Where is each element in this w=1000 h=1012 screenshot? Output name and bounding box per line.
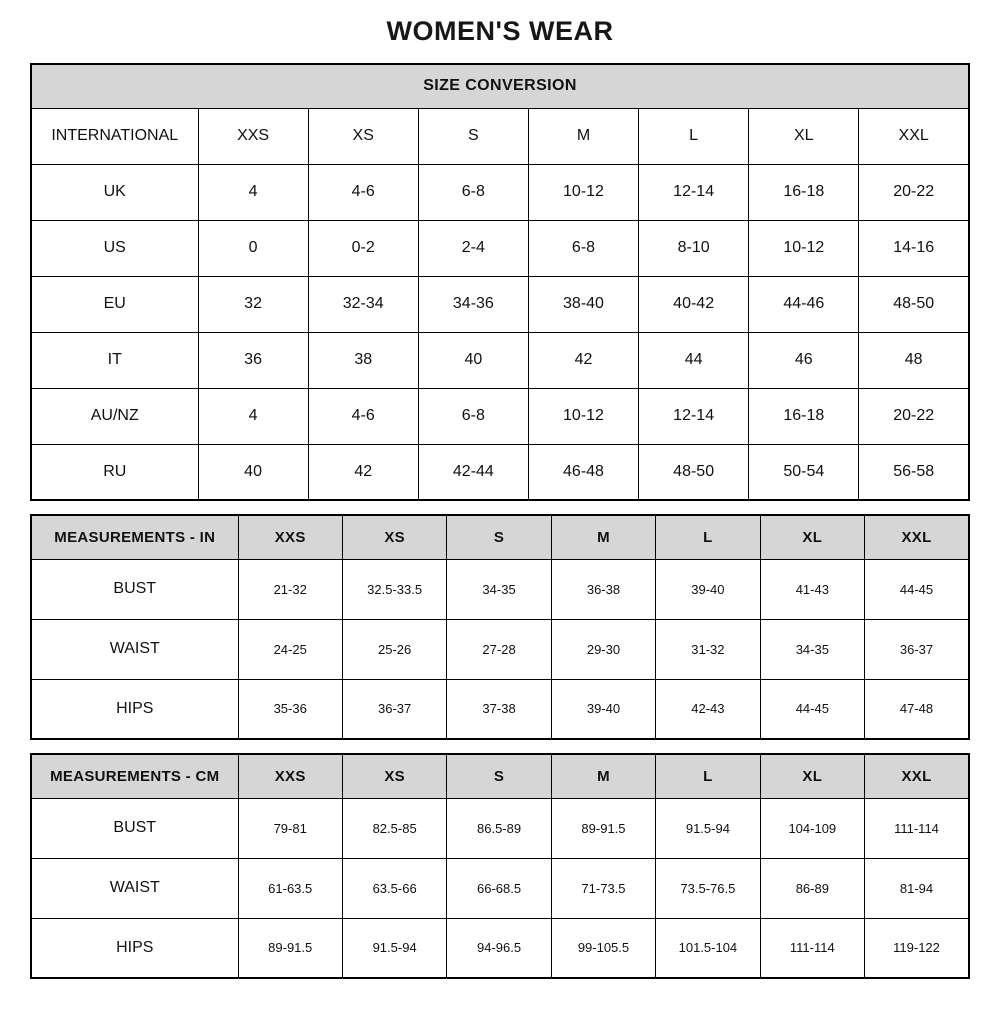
size-conversion-title: SIZE CONVERSION [31, 64, 969, 108]
size-conversion-table [30, 63, 970, 501]
table-cell: 34-35 [760, 619, 864, 679]
table-cell: 32.5-33.5 [342, 559, 446, 619]
measurements-cm-table [30, 753, 970, 979]
table-header-row [31, 64, 969, 108]
table-cell: 48 [859, 332, 969, 388]
table-cell: 12-14 [639, 388, 749, 444]
table-cell: 46-48 [528, 444, 638, 500]
column-header: XL [760, 754, 864, 798]
table-cell: 50-54 [749, 444, 859, 500]
table-cell: L [639, 108, 749, 164]
table-cell: 71-73.5 [551, 858, 655, 918]
table-cell: 4-6 [308, 164, 418, 220]
table-cell: 37-38 [447, 679, 551, 739]
table-cell: 12-14 [639, 164, 749, 220]
table-row [31, 388, 969, 444]
table-cell: 44-45 [865, 559, 969, 619]
row-label: HIPS [31, 918, 238, 978]
table-row [31, 918, 969, 978]
table-cell: 6-8 [528, 220, 638, 276]
table-cell: 111-114 [760, 918, 864, 978]
table-cell: 8-10 [639, 220, 749, 276]
column-header: L [656, 515, 760, 559]
table-cell: 119-122 [865, 918, 969, 978]
table-title: MEASUREMENTS - CM [31, 754, 238, 798]
table-cell: 25-26 [342, 619, 446, 679]
table-cell: M [528, 108, 638, 164]
table-cell: 104-109 [760, 798, 864, 858]
row-label: UK [31, 164, 198, 220]
table-cell: 42-43 [656, 679, 760, 739]
table-cell: 34-36 [418, 276, 528, 332]
table-cell: 21-32 [238, 559, 342, 619]
table-row [31, 164, 969, 220]
table-row [31, 276, 969, 332]
table-cell: 91.5-94 [656, 798, 760, 858]
table-cell: 24-25 [238, 619, 342, 679]
table-cell: 44-45 [760, 679, 864, 739]
table-cell: XXS [198, 108, 308, 164]
table-cell: 35-36 [238, 679, 342, 739]
table-header-row [31, 515, 969, 559]
table-cell: 36-38 [551, 559, 655, 619]
table-cell: 4 [198, 164, 308, 220]
table-row [31, 444, 969, 500]
table-cell: 36-37 [865, 619, 969, 679]
table-cell: 48-50 [859, 276, 969, 332]
table-row [31, 332, 969, 388]
table-cell: 42 [528, 332, 638, 388]
table-cell: 27-28 [447, 619, 551, 679]
table-cell: 111-114 [865, 798, 969, 858]
table-cell: 10-12 [528, 388, 638, 444]
row-label: HIPS [31, 679, 238, 739]
table-cell: 2-4 [418, 220, 528, 276]
table-cell: 86.5-89 [447, 798, 551, 858]
page-title: WOMEN'S WEAR [386, 16, 614, 46]
table-cell: 44 [639, 332, 749, 388]
table-cell: 39-40 [656, 559, 760, 619]
table-cell: 44-46 [749, 276, 859, 332]
table-cell: 40-42 [639, 276, 749, 332]
row-label: EU [31, 276, 198, 332]
table-cell: 61-63.5 [238, 858, 342, 918]
table-cell: 20-22 [859, 388, 969, 444]
table-cell: 4 [198, 388, 308, 444]
table-row [31, 619, 969, 679]
table-cell: 101.5-104 [656, 918, 760, 978]
row-label: INTERNATIONAL [31, 108, 198, 164]
column-header: XXL [865, 754, 969, 798]
column-header: XL [760, 515, 864, 559]
table-title: MEASUREMENTS - IN [31, 515, 238, 559]
table-cell: 94-96.5 [447, 918, 551, 978]
table-cell: 86-89 [760, 858, 864, 918]
table-cell: 10-12 [528, 164, 638, 220]
row-label: BUST [31, 559, 238, 619]
table-header-row [31, 754, 969, 798]
row-label: AU/NZ [31, 388, 198, 444]
table-cell: 36-37 [342, 679, 446, 739]
table-cell: 56-58 [859, 444, 969, 500]
table-cell: 42 [308, 444, 418, 500]
table-cell: 14-16 [859, 220, 969, 276]
table-cell: 39-40 [551, 679, 655, 739]
row-label: WAIST [31, 858, 238, 918]
table-cell: 38 [308, 332, 418, 388]
table-cell: XS [308, 108, 418, 164]
table-cell: 6-8 [418, 388, 528, 444]
table-cell: 16-18 [749, 388, 859, 444]
table-cell: 73.5-76.5 [656, 858, 760, 918]
table-cell: 31-32 [656, 619, 760, 679]
column-header: M [551, 515, 655, 559]
column-header: XXS [238, 515, 342, 559]
column-header: XXS [238, 754, 342, 798]
table-cell: 89-91.5 [551, 798, 655, 858]
table-row [31, 108, 969, 164]
table-cell: 16-18 [749, 164, 859, 220]
table-cell: 32 [198, 276, 308, 332]
table-cell: 29-30 [551, 619, 655, 679]
row-label: WAIST [31, 619, 238, 679]
row-label: BUST [31, 798, 238, 858]
table-row [31, 559, 969, 619]
column-header: M [551, 754, 655, 798]
table-cell: 81-94 [865, 858, 969, 918]
table-cell: 32-34 [308, 276, 418, 332]
table-row [31, 798, 969, 858]
table-cell: 40 [418, 332, 528, 388]
table-cell: 99-105.5 [551, 918, 655, 978]
table-row [31, 679, 969, 739]
table-cell: 63.5-66 [342, 858, 446, 918]
table-cell: 10-12 [749, 220, 859, 276]
column-header: XS [342, 754, 446, 798]
table-cell: 42-44 [418, 444, 528, 500]
row-label: IT [31, 332, 198, 388]
table-row [31, 220, 969, 276]
table-cell: XXL [859, 108, 969, 164]
table-cell: 41-43 [760, 559, 864, 619]
table-cell: 36 [198, 332, 308, 388]
table-cell: 0-2 [308, 220, 418, 276]
column-header: XS [342, 515, 446, 559]
measurements-in-table [30, 514, 970, 740]
table-cell: 91.5-94 [342, 918, 446, 978]
table-cell: 34-35 [447, 559, 551, 619]
row-label: US [31, 220, 198, 276]
table-cell: 4-6 [308, 388, 418, 444]
row-label: RU [31, 444, 198, 500]
table-cell: 82.5-85 [342, 798, 446, 858]
table-cell: 48-50 [639, 444, 749, 500]
table-cell: 79-81 [238, 798, 342, 858]
column-header: L [656, 754, 760, 798]
table-cell: 0 [198, 220, 308, 276]
table-cell: S [418, 108, 528, 164]
column-header: S [447, 754, 551, 798]
table-cell: 40 [198, 444, 308, 500]
column-header: XXL [865, 515, 969, 559]
table-cell: 20-22 [859, 164, 969, 220]
table-cell: 38-40 [528, 276, 638, 332]
table-cell: 89-91.5 [238, 918, 342, 978]
table-cell: 6-8 [418, 164, 528, 220]
table-cell: 47-48 [865, 679, 969, 739]
table-row [31, 858, 969, 918]
table-cell: 66-68.5 [447, 858, 551, 918]
table-cell: XL [749, 108, 859, 164]
table-cell: 46 [749, 332, 859, 388]
column-header: S [447, 515, 551, 559]
